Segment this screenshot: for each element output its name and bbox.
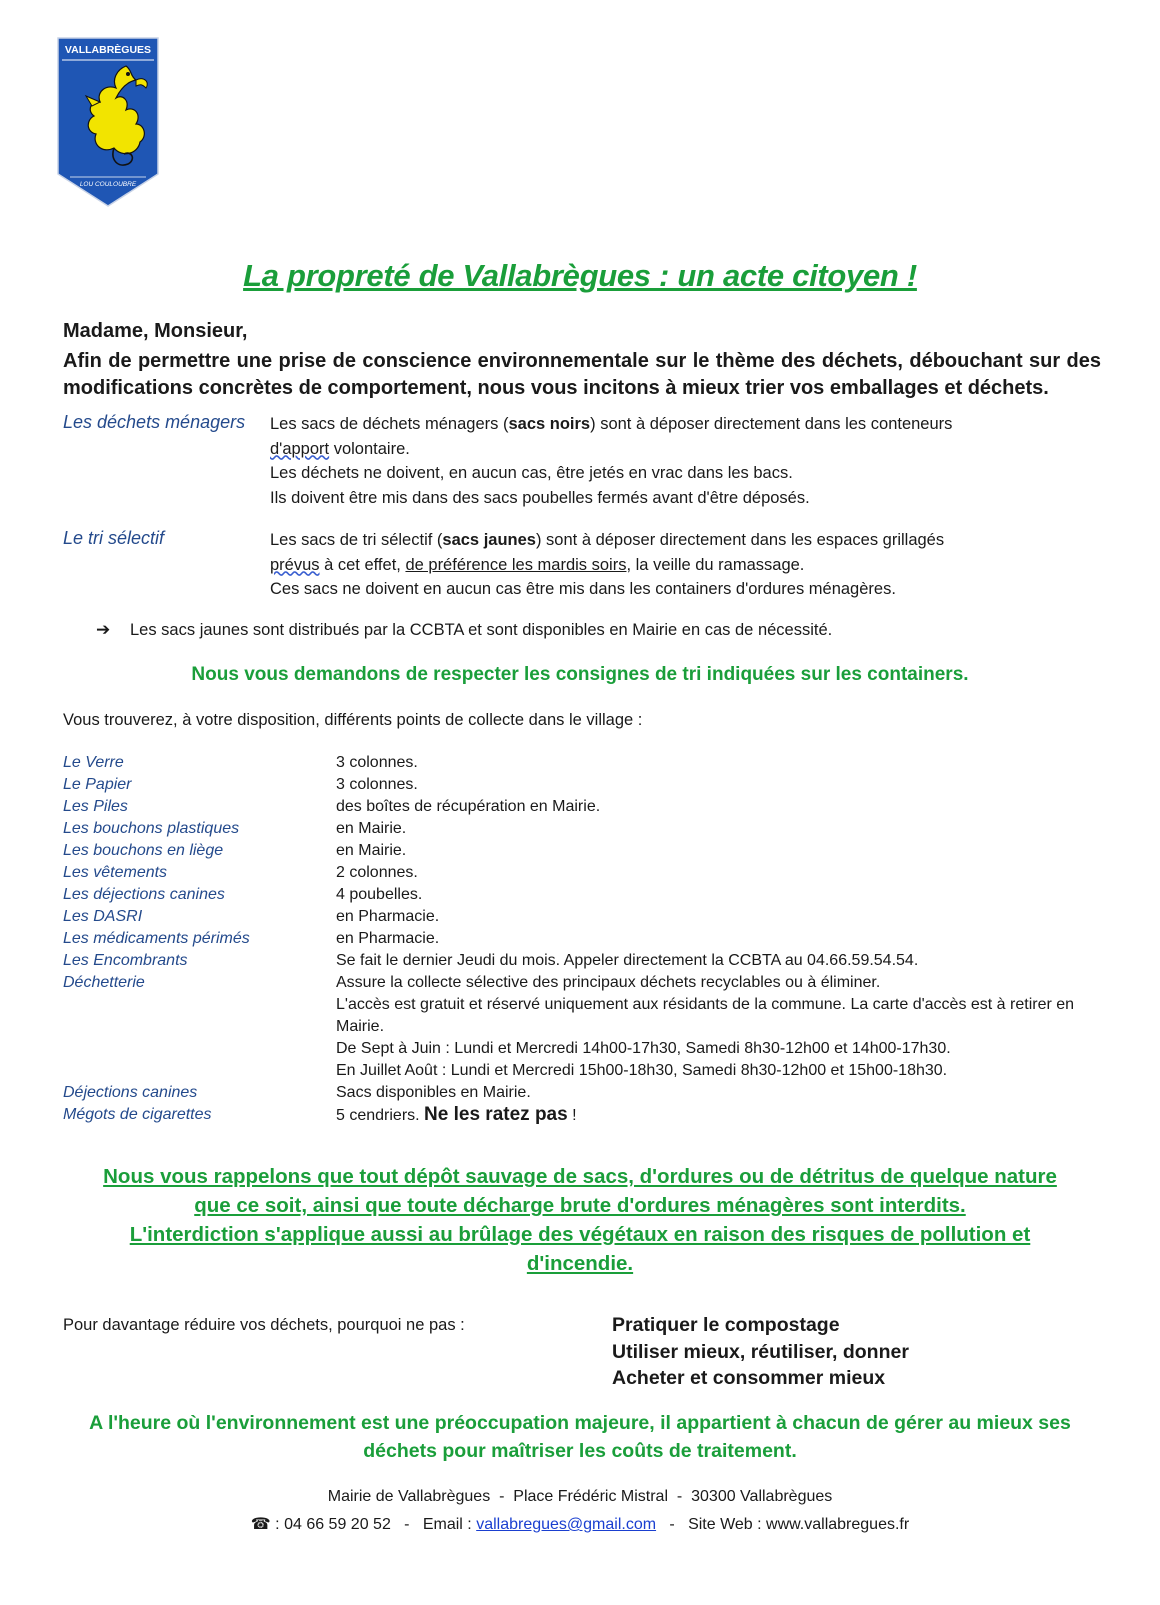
table-row: Les Piles des boîtes de récupération en Mairie. [63, 798, 601, 815]
table-row: Les bouchons plastiques en Mairie. [63, 820, 407, 837]
menagers-line-3: Les déchets ne doivent, en aucun cas, être jetés en vrac dans les bacs. [270, 464, 793, 482]
coat-of-arms-icon [56, 36, 160, 208]
footer-address: Mairie de Vallabrègues - Place Frédéric Mistral - 30300 Vallabrègues [327, 1488, 833, 1505]
menagers-line-1: Les sacs de déchets ménagers (sacs noirs) sont à déposer directement dans les conteneurs [270, 415, 953, 433]
salutation: Madame, Monsieur, [63, 320, 248, 342]
table-row: Mégots de cigarettes 5 cendriers. Ne les ratez pas ! [63, 1104, 577, 1125]
illegal-dumping-warning: Nous vous rappelons que tout dépôt sauvage de sacs, d'ordures ou de détritus de quelque nature que ce soit, ainsi que toute décharge brute d'ordures ménagères sont interdits. L'interdiction s'applique aussi au brûlage des végétaux en raison des risques de pollution et d'incendie. [103, 1165, 1057, 1275]
table-row: Le Verre 3 colonnes. [63, 754, 418, 771]
menagers-line-4: Ils doivent être mis dans des sacs poubelles fermés avant d'être déposés. [270, 488, 810, 507]
table-row: Les bouchons en liège en Mairie. [63, 842, 407, 859]
table-row: Les médicaments périmés en Pharmacie. [63, 930, 440, 947]
footer-contact: ☎ : 04 66 59 20 52 - Email : vallabregues@gmail.com - Site Web : www.vallabregues.fr [250, 1516, 910, 1533]
table-row: Le Papier 3 colonnes. [63, 776, 418, 793]
reduce-list [612, 1312, 909, 1392]
logo-motto: LOU COULOUBRE [79, 181, 137, 188]
town-logo [56, 36, 160, 208]
tri-line-2: prévus à cet effet, de préférence les mardis soirs, la veille du ramassage. [270, 555, 805, 574]
list-item: Acheter et consommer mieux [612, 1367, 886, 1389]
logo-town-name: VALLABRÈGUES [64, 44, 152, 56]
consignes-notice: Nous vous demandons de respecter les consignes de tri indiquées sur les containers. [191, 664, 969, 685]
email-link[interactable]: vallabregues@gmail.com [476, 1516, 657, 1533]
section-label-menagers: Les déchets ménagers [63, 412, 246, 432]
reduce-question: Pour davantage réduire vos déchets, pourquoi ne pas : [63, 1316, 465, 1334]
section-text-tri [270, 528, 1110, 602]
section-label-tri: Le tri sélectif [63, 528, 165, 548]
table-row-decheterie: Déchetterie Assure la collecte sélective des principaux déchets recyclables ou à éliminer. L'accès est gratuit et réservé uniquement aux résidants de la commune. La carte d'accès est à retirer en Mairie. De Sept à Juin : Lundi et Mercredi 14h00-17h30, Samedi 8h30-12h00 et 14h00-17h30. En Juillet Août : Lundi et Mercredi 15h00-18h30, Samedi 8h30-12h00 et 15h00-18h30. [63, 974, 1075, 1079]
tri-line-3: Ces sacs ne doivent en aucun cas être mis dans les containers d'ordures ménagères. [270, 580, 896, 598]
collection-points-table [63, 752, 1123, 1127]
table-row: Les déjections canines 4 poubelles. [63, 886, 423, 903]
points-intro: Vous trouverez, à votre disposition, différents points de collecte dans le village : [63, 711, 643, 729]
list-item: Utiliser mieux, réutiliser, donner [612, 1340, 909, 1363]
table-row: Les vêtements 2 colonnes. [63, 864, 418, 881]
closing-statement: A l'heure où l'environnement est une préoccupation majeure, il appartient à chacun de gérer au mieux ses déchets pour maîtriser les coûts de traitement. [89, 1412, 1071, 1462]
arrow-right-icon: ➔ [96, 620, 111, 639]
table-row: Déjections canines Sacs disponibles en Mairie. [63, 1084, 531, 1101]
yellow-bags-note: ➔ Les sacs jaunes sont distribués par la CCBTA et sont disponibles en Mairie en cas de nécessité. [96, 620, 833, 639]
intro-paragraph: Afin de permettre une prise de conscience environnementale sur le thème des déchets, débouchant sur des modifications concrètes de comportement, nous vous incitons à mieux trier vos emballages et déchets. [63, 350, 1101, 399]
page-title: La propreté de Vallabrègues : un acte citoyen ! [243, 258, 917, 293]
menagers-line-2: d'apport volontaire. [270, 439, 410, 458]
section-text-menagers [270, 412, 1110, 510]
table-row: Les Encombrants Se fait le dernier Jeudi du mois. Appeler directement la CCBTA au 04.66.59.54.54. [63, 952, 919, 969]
table-row: Les DASRI en Pharmacie. [63, 908, 440, 925]
phone-icon: ☎ [250, 1516, 271, 1533]
tri-line-1: Les sacs de tri sélectif (sacs jaunes) sont à déposer directement dans les espaces grillagés [270, 531, 945, 549]
list-item: Pratiquer le compostage [612, 1314, 840, 1336]
